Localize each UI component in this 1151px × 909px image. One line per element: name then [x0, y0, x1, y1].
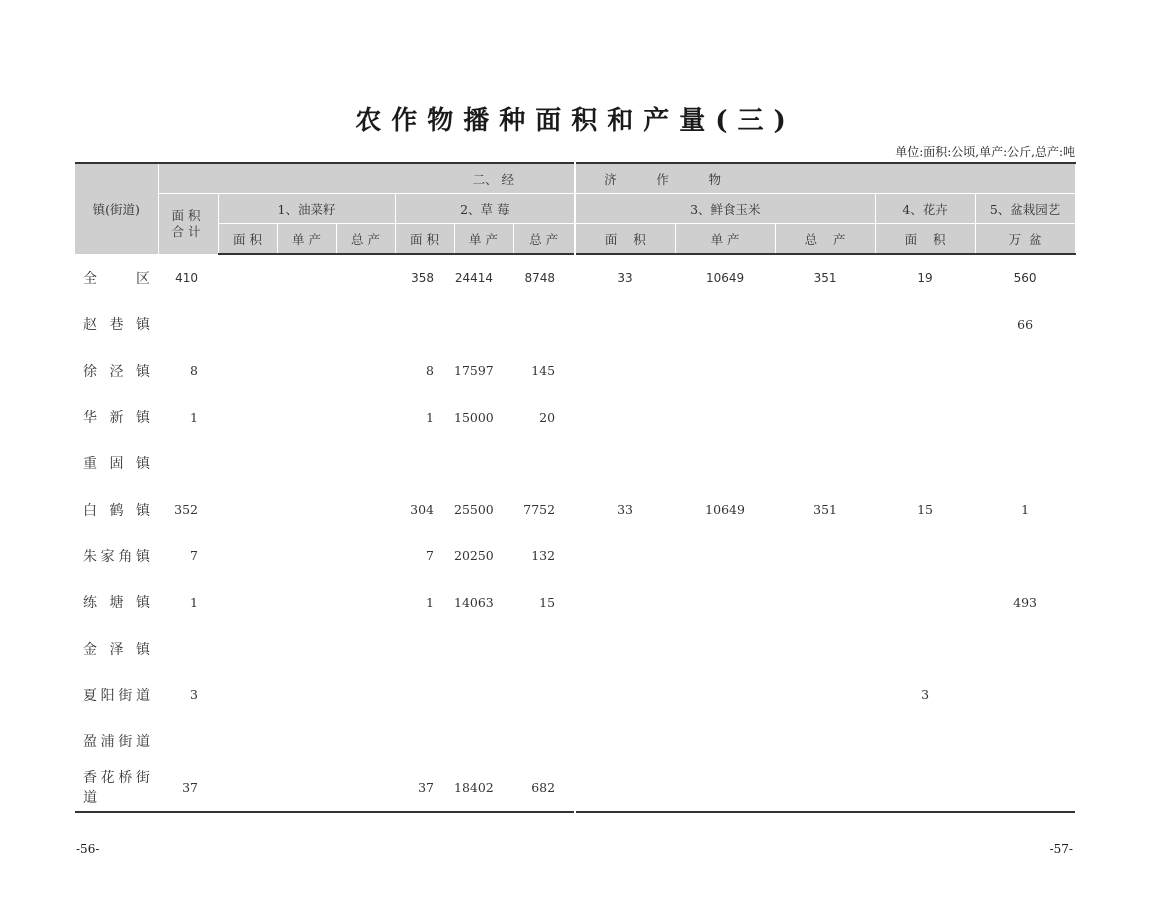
- value-cell-s-yield: 25500: [454, 502, 494, 518]
- value-cell-r-area: [218, 301, 277, 347]
- value-cell-s-area: 8: [426, 363, 434, 379]
- value-cell-r-out: [336, 254, 395, 301]
- value-cell-c-area: 33: [617, 502, 634, 518]
- value-cell-bonsai: [975, 394, 1075, 440]
- value-cell-s-yield: 15000: [454, 409, 494, 425]
- corn-area-header: 面 积: [575, 224, 675, 255]
- corn-output-header: 总 产: [775, 224, 875, 255]
- region-name-cell: 重固镇: [83, 456, 150, 473]
- value-cell-s-out: 682: [513, 764, 575, 811]
- value-cell-c-yield: 10649: [705, 271, 745, 286]
- value-cell-bonsai: [975, 533, 1075, 579]
- value-cell-s-out: 8748: [524, 271, 556, 286]
- value-cell-r-area: [218, 579, 277, 625]
- value-cell-c-area: [575, 440, 675, 486]
- value-cell-r-area: [218, 440, 277, 486]
- value-cell-c-area: [575, 348, 675, 394]
- value-cell-c-yield: [675, 672, 775, 718]
- value-cell-bonsai: [975, 348, 1075, 394]
- value-cell-r-yield: [277, 718, 336, 764]
- value-cell-s-out: [513, 625, 575, 671]
- value-cell-s-yield: 14063: [454, 594, 494, 610]
- value-cell-r-yield: [277, 348, 336, 394]
- value-cell-bonsai: 1: [1021, 502, 1030, 518]
- value-cell-r-out: [336, 348, 395, 394]
- region-name-cell: 盈浦街道: [83, 734, 150, 751]
- region-name-cell: 香花桥街道: [75, 764, 158, 811]
- value-cell-c-yield: [675, 579, 775, 625]
- value-cell-r-yield: [277, 625, 336, 671]
- value-cell-s-out: [513, 672, 575, 718]
- group-header-left: 二、 经: [158, 163, 575, 194]
- value-cell-total: [158, 440, 218, 486]
- value-cell-c-out: [775, 718, 875, 764]
- value-cell-r-out: [336, 579, 395, 625]
- value-cell-f-area: [875, 718, 975, 764]
- value-cell-s-out: 145: [531, 363, 556, 379]
- value-cell-s-yield: [454, 301, 513, 347]
- bonsai-unit-header: 万 盆: [975, 224, 1075, 255]
- value-cell-c-yield: [675, 348, 775, 394]
- value-cell-c-area: 33: [617, 271, 633, 286]
- value-cell-f-area: [875, 764, 975, 811]
- region-name-cell: 华新镇: [83, 410, 150, 427]
- value-cell-s-yield: 20250: [454, 548, 494, 564]
- value-cell-c-yield: 10649: [705, 502, 745, 518]
- value-cell-s-yield: 18402: [454, 764, 513, 811]
- value-cell-s-area: 304: [410, 502, 434, 518]
- value-cell-s-out: [513, 301, 575, 347]
- value-cell-r-yield: [277, 764, 336, 811]
- value-cell-total: [158, 625, 218, 671]
- value-cell-total: 352: [174, 502, 198, 518]
- value-cell-bonsai: [975, 440, 1075, 486]
- value-cell-c-area: [575, 579, 675, 625]
- page-number-left: -56-: [76, 842, 100, 856]
- region-name-cell: 金泽镇: [83, 641, 150, 658]
- value-cell-s-area: [395, 672, 454, 718]
- value-cell-c-out: 351: [813, 271, 837, 286]
- value-cell-bonsai: [975, 625, 1075, 671]
- value-cell-r-yield: [277, 394, 336, 440]
- value-cell-s-area: [395, 301, 454, 347]
- region-name-cell: 夏阳街道: [83, 687, 150, 704]
- value-cell-total: [158, 718, 218, 764]
- value-cell-bonsai: [975, 718, 1075, 764]
- value-cell-r-out: [336, 764, 395, 811]
- value-cell-c-out: 351: [813, 502, 837, 518]
- value-cell-bonsai: 66: [1017, 316, 1034, 332]
- value-cell-r-area: [218, 718, 277, 764]
- value-cell-total: 410: [175, 270, 198, 285]
- rapeseed-yield-header: 单 产: [277, 224, 336, 255]
- value-cell-c-area: [575, 672, 675, 718]
- value-cell-r-yield: [277, 579, 336, 625]
- value-cell-r-area: [218, 394, 277, 440]
- value-cell-r-out: [336, 533, 395, 579]
- value-cell-r-area: [218, 764, 277, 811]
- value-cell-total: 1: [190, 409, 198, 425]
- value-cell-f-area: [875, 440, 975, 486]
- page-number-right: -57-: [1049, 842, 1073, 856]
- value-cell-s-out: 7752: [523, 502, 556, 518]
- value-cell-r-area: [218, 625, 277, 671]
- value-cell-r-yield: [277, 440, 336, 486]
- value-cell-c-out: [775, 394, 875, 440]
- value-cell-s-yield: [454, 718, 513, 764]
- value-cell-r-area: [218, 254, 277, 301]
- value-cell-c-out: [775, 672, 875, 718]
- value-cell-r-yield: [277, 254, 336, 301]
- unit-note: 单位:面积:公顷,单产:公斤,总产:吨: [895, 145, 1075, 159]
- value-cell-bonsai: [975, 764, 1075, 811]
- value-cell-s-area: 37: [395, 764, 454, 811]
- value-cell-s-out: 20: [539, 409, 556, 425]
- value-cell-c-yield: [675, 625, 775, 671]
- value-cell-r-yield: [277, 533, 336, 579]
- value-cell-f-area: 3: [921, 687, 930, 703]
- value-cell-c-out: [775, 301, 875, 347]
- value-cell-r-out: [336, 440, 395, 486]
- value-cell-bonsai: 493: [1013, 594, 1038, 610]
- corn-yield-header: 单 产: [675, 224, 775, 255]
- value-cell-c-out: [775, 764, 875, 811]
- value-cell-r-out: [336, 486, 395, 532]
- value-cell-r-out: [336, 394, 395, 440]
- value-cell-s-out: 132: [531, 548, 556, 564]
- value-cell-c-out: [775, 579, 875, 625]
- value-cell-s-yield: [454, 440, 513, 486]
- page-title: 农作物播种面积和产量(三): [355, 106, 796, 136]
- value-cell-c-area: [575, 625, 675, 671]
- region-name-cell: 全区: [83, 270, 150, 287]
- value-cell-c-out: [775, 625, 875, 671]
- region-name-cell: 白鹤镇: [83, 502, 150, 519]
- value-cell-c-yield: [675, 533, 775, 579]
- value-cell-f-area: [875, 533, 975, 579]
- value-cell-s-area: 7: [426, 548, 434, 564]
- value-cell-f-area: [875, 625, 975, 671]
- group-header-right: 济 作 物: [575, 163, 1075, 194]
- rapeseed-output-header: 总 产: [336, 224, 395, 255]
- value-cell-c-yield: [675, 764, 775, 811]
- strawberry-area-header: 面 积: [395, 224, 454, 255]
- region-name-cell: 朱家角镇: [83, 548, 150, 565]
- flowers-area-header: 面 积: [875, 224, 975, 255]
- value-cell-s-area: [395, 440, 454, 486]
- value-cell-bonsai: [975, 672, 1075, 718]
- value-cell-s-out: [513, 718, 575, 764]
- value-cell-r-area: [218, 533, 277, 579]
- region-header: 镇(街道): [75, 163, 158, 254]
- flowers-header: 4、花卉: [875, 194, 975, 224]
- value-cell-f-area: [875, 348, 975, 394]
- value-cell-c-yield: [675, 301, 775, 347]
- value-cell-c-area: [575, 394, 675, 440]
- value-cell-r-yield: [277, 301, 336, 347]
- region-name-cell: 练塘镇: [83, 595, 150, 612]
- value-cell-s-area: 1: [426, 409, 434, 425]
- value-cell-c-area: [575, 764, 675, 811]
- value-cell-r-out: [336, 301, 395, 347]
- value-cell-r-area: [218, 348, 277, 394]
- value-cell-total: 3: [190, 687, 198, 703]
- value-cell-s-yield: 24414: [454, 271, 493, 286]
- value-cell-total: [158, 301, 218, 347]
- bonsai-header: 5、盆栽园艺: [975, 194, 1075, 224]
- value-cell-bonsai: 560: [1013, 271, 1037, 286]
- value-cell-s-area: 358: [411, 271, 434, 286]
- page-gutter: [574, 162, 576, 817]
- value-cell-f-area: [875, 301, 975, 347]
- value-cell-f-area: 15: [917, 502, 934, 518]
- strawberry-header: 2、草 莓: [395, 194, 575, 224]
- value-cell-total: 1: [190, 594, 198, 610]
- value-cell-c-area: [575, 533, 675, 579]
- value-cell-c-area: [575, 301, 675, 347]
- value-cell-c-yield: [675, 440, 775, 486]
- corn-header: 3、鲜食玉米: [575, 194, 875, 224]
- value-cell-r-out: [336, 625, 395, 671]
- value-cell-s-out: [513, 440, 575, 486]
- value-cell-c-area: [575, 718, 675, 764]
- region-name-cell: 赵巷镇: [83, 317, 150, 334]
- rapeseed-area-header: 面 积: [218, 224, 277, 255]
- value-cell-c-out: [775, 440, 875, 486]
- value-cell-c-yield: [675, 718, 775, 764]
- value-cell-s-out: 15: [539, 594, 556, 610]
- region-name-cell: 徐泾镇: [83, 363, 150, 380]
- value-cell-r-yield: [277, 486, 336, 532]
- value-cell-f-area: [875, 579, 975, 625]
- value-cell-s-yield: [454, 672, 513, 718]
- value-cell-c-out: [775, 533, 875, 579]
- value-cell-f-area: [875, 394, 975, 440]
- value-cell-s-area: 1: [426, 594, 434, 610]
- value-cell-r-area: [218, 486, 277, 532]
- value-cell-s-yield: [454, 625, 513, 671]
- value-cell-f-area: 19: [917, 271, 933, 286]
- value-cell-total: 8: [190, 363, 198, 379]
- value-cell-c-yield: [675, 394, 775, 440]
- value-cell-r-area: [218, 672, 277, 718]
- value-cell-s-area: [395, 625, 454, 671]
- strawberry-output-header: 总 产: [513, 224, 575, 255]
- total-area-header: 面积合计: [158, 194, 218, 255]
- value-cell-total: 7: [190, 548, 198, 564]
- value-cell-s-yield: 17597: [454, 363, 494, 379]
- value-cell-r-out: [336, 718, 395, 764]
- rapeseed-header: 1、油菜籽: [218, 194, 395, 224]
- value-cell-r-out: [336, 672, 395, 718]
- strawberry-yield-header: 单 产: [454, 224, 513, 255]
- value-cell-s-area: [395, 718, 454, 764]
- value-cell-c-out: [775, 348, 875, 394]
- value-cell-r-yield: [277, 672, 336, 718]
- value-cell-total: 37: [158, 764, 218, 811]
